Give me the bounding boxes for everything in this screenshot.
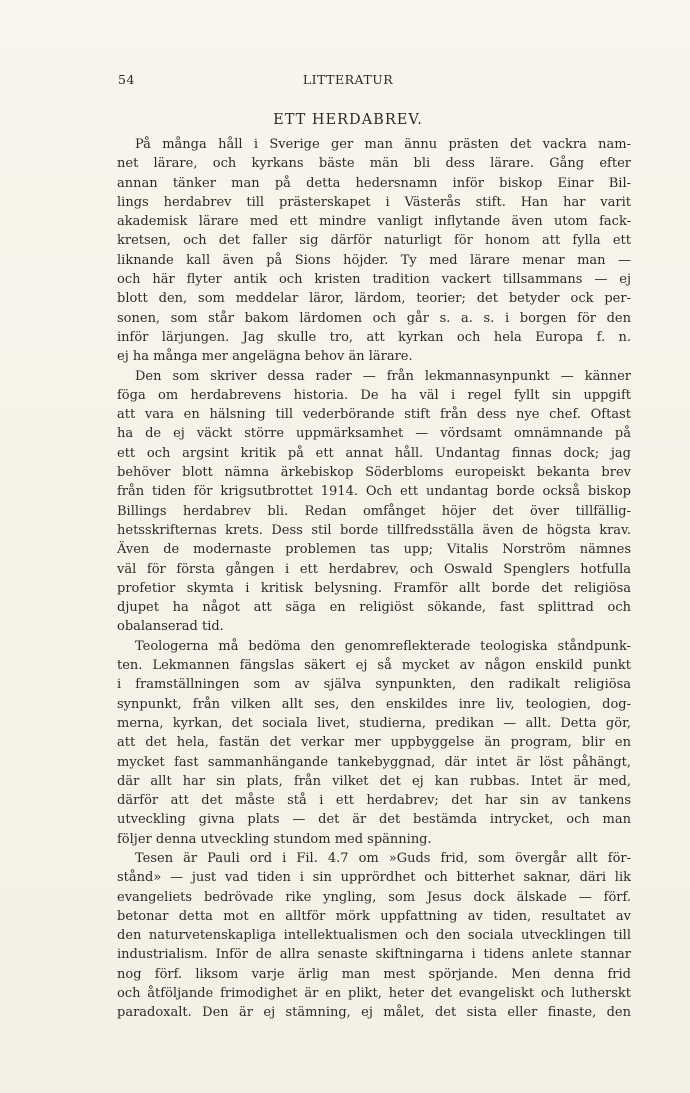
text-line: i framställningen som av själva synpunkten, den radikalt religiösa: [117, 677, 631, 693]
text-line: Teologerna må bedöma den genomreflekterade teologiska ståndpunk-: [135, 638, 631, 654]
text-line: föga om herdabrevens historia. De ha väl i regel fyllt sin uppgift: [117, 387, 631, 403]
text-line: evangeliets bedrövade rike yngling, som Jesus dock älskade — förf.: [117, 889, 631, 905]
text-line: Den som skriver dessa rader — från lekmannasynpunkt — känner: [135, 368, 631, 384]
text-line: följer denna utveckling stundom med spänning.: [117, 831, 432, 847]
text-line: från tiden för krigsutbrottet 1914. Och ett undantag borde också biskop: [117, 484, 631, 500]
text-line: att det hela, fastän det verkar mer uppbyggelse än program, blir en: [117, 735, 631, 751]
text-line: merna, kyrkan, det sociala livet, studierna, predikan — allt. Detta gör,: [117, 715, 631, 731]
text-line: inför lärjungen. Jag skulle tro, att kyrkan och hela Europa f. n.: [117, 329, 631, 345]
text-line: nog förf. liksom varje ärlig man mest spörjande. Men denna frid: [117, 966, 631, 982]
text-line: kretsen, och det faller sig därför naturligt för honom att fylla ett: [117, 233, 631, 249]
page-number: 54: [118, 72, 135, 87]
text-line: ett och argsint kritik på ett annat håll. Undantag finnas dock; jag: [117, 445, 631, 461]
article-title: ETT HERDABREV.: [273, 112, 423, 128]
text-line: annan tänker man på detta hedersnamn inför biskop Einar Bil-: [117, 175, 631, 191]
text-line: därför att det måste stå i ett herdabrev; det har sin av tankens: [117, 793, 631, 809]
text-line: ten. Lekmannen fängslas säkert ej så mycket av någon enskild punkt: [117, 658, 631, 674]
running-head: [118, 72, 578, 90]
text-line: mycket fast sammanhängande tankebyggnad, där intet är löst påhängt,: [117, 754, 631, 770]
article-body: [117, 135, 631, 1023]
text-line: hetsskrifternas krets. Dess stil borde tillfredsställa även de högsta krav.: [117, 522, 631, 538]
text-line: industrialism. Inför de allra senaste skiftningarna i tidens anlete stannar: [117, 947, 631, 963]
text-line: sonen, som står bakom lärdomen och går s. a. s. i borgen för den: [117, 310, 631, 326]
text-line: behöver blott nämna ärkebiskop Söderbloms europeiskt bekanta brev: [117, 465, 631, 481]
text-line: blott den, som meddelar läror, lärdom, teorier; det betyder ock per-: [117, 291, 631, 307]
text-line: synpunkt, från vilken allt ses, den enskildes inre liv, teologien, dog-: [117, 696, 631, 712]
text-line: där allt har sin plats, från vilket det ej kan rubbas. Intet är med,: [117, 773, 631, 789]
text-line: obalanserad tid.: [117, 619, 224, 635]
text-line: betonar detta mot en alltför mörk uppfattning av tiden, resultatet av: [117, 908, 631, 924]
text-line: lings herdabrev till prästerskapet i Västerås stift. Han har varit: [117, 194, 631, 210]
text-line: Billings herdabrev bli. Redan omfånget höjer det över tillfällig-: [117, 503, 631, 519]
text-line: akademisk lärare med ett mindre vanligt inflytande även utom fack-: [117, 214, 631, 230]
text-line: den naturvetenskapliga intellektualismen och den sociala utvecklingen till: [117, 928, 631, 944]
text-line: Även de modernaste problemen tas upp; Vitalis Norström nämnes: [117, 542, 631, 558]
text-line: och här flyter antik och kristen tradition vackert tillsammans — ej: [117, 272, 631, 288]
text-line: paradoxalt. Den är ej stämning, ej målet, det sista eller finaste, den: [117, 1005, 631, 1021]
text-line: stånd» — just vad tiden i sin upprördhet och bitterhet saknar, däri lik: [117, 870, 631, 886]
text-line: profetior skymta i kritisk belysning. Framför allt borde det religiösa: [117, 580, 631, 596]
text-line: liknande kall även på Sions höjder. Ty med lärare menar man —: [117, 252, 631, 268]
text-line: net lärare, och kyrkans bäste män bli dess lärare. Gång efter: [117, 156, 631, 172]
text-line: På många håll i Sverige ger man ännu prästen det vackra nam-: [135, 137, 631, 152]
text-line: djupet ha något att säga en religiöst sökande, fast splittrad och: [117, 600, 631, 616]
text-line: utveckling givna plats — det är det bestämda intrycket, och man: [117, 812, 631, 828]
text-line: väl för första gången i ett herdabrev, och Oswald Spenglers hotfulla: [117, 561, 631, 577]
text-line: och åtföljande frimodighet är en plikt, heter det evangeliskt och lutherskt: [117, 986, 631, 1002]
text-line: att vara en hälsning till vederbörande stift från dess nye chef. Oftast: [117, 407, 631, 423]
text-line: ej ha många mer angelägna behov än lärare.: [117, 349, 413, 365]
text-line: ha de ej väckt större uppmärksamhet — vördsamt omnämnande på: [117, 426, 631, 442]
section-title: LITTERATUR: [302, 72, 394, 87]
text-line: Tesen är Pauli ord i Fil. 4.7 om »Guds frid, som övergår allt för-: [135, 850, 631, 866]
